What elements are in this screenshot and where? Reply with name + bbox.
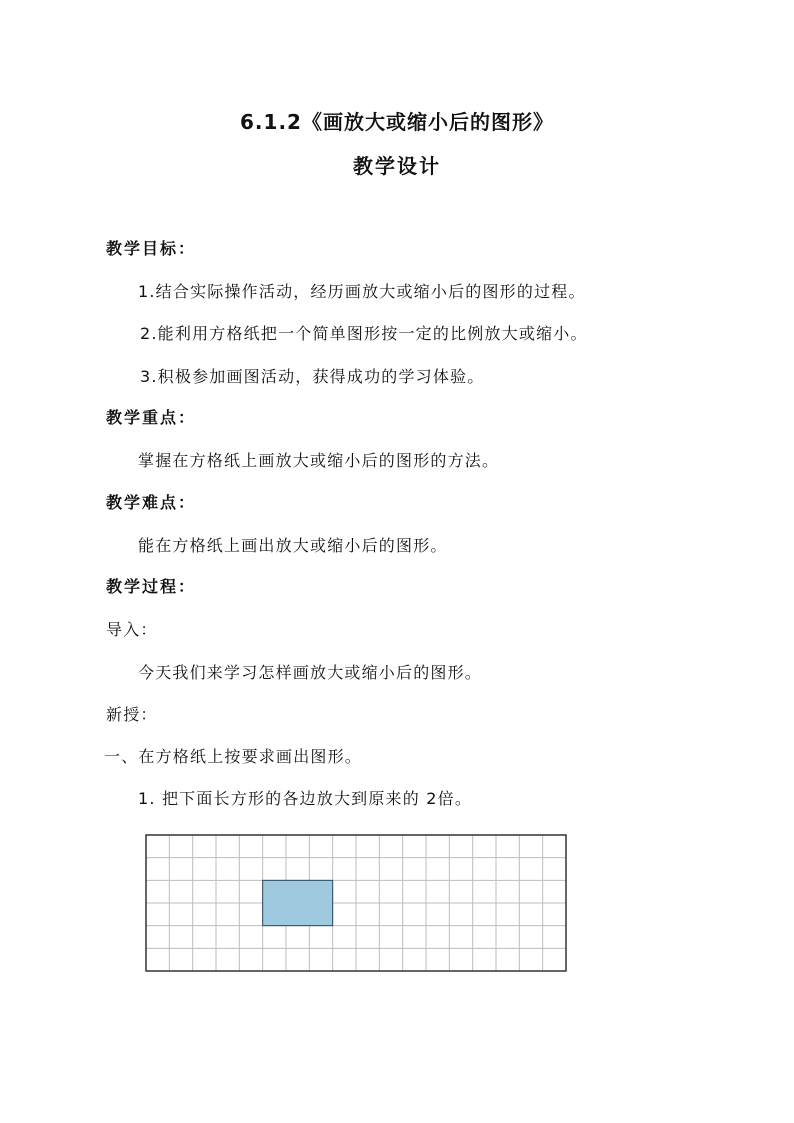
document-title: 6.1.2《画放大或缩小后的图形》 [240,110,554,134]
objective-item-3: 3.积极参加画图活动，获得成功的学习体验。 [140,367,485,386]
objective-item-2: 2.能利用方格纸把一个简单图形按一定的比例放大或缩小。 [140,324,588,343]
objective-item-1: 1.结合实际操作活动，经历画放大或缩小后的图形的过程。 [138,282,586,301]
objectives-heading: 教学目标： [106,239,197,258]
key-points-text: 掌握在方格纸上画放大或缩小后的图形的方法。 [138,451,500,470]
grid-paper-svg [145,834,567,972]
difficulties-text: 能在方格纸上画出放大或缩小后的图形。 [138,536,448,555]
intro-text: 今天我们来学习怎样画放大或缩小后的图形。 [138,663,483,682]
task-one-text: 1. 把下面长方形的各边放大到原来的 2倍。 [138,789,473,808]
difficulties-heading: 教学难点： [106,493,197,512]
section-one-heading: 一、在方格纸上按要求画出图形。 [104,747,363,766]
key-points-heading: 教学重点： [106,408,197,427]
document-subtitle: 教学设计 [353,154,441,178]
grid-paper-figure [145,834,567,972]
process-heading: 教学过程： [106,577,197,596]
intro-label: 导入： [106,620,158,639]
original-rectangle [263,880,333,925]
new-lesson-label: 新授： [106,705,158,724]
